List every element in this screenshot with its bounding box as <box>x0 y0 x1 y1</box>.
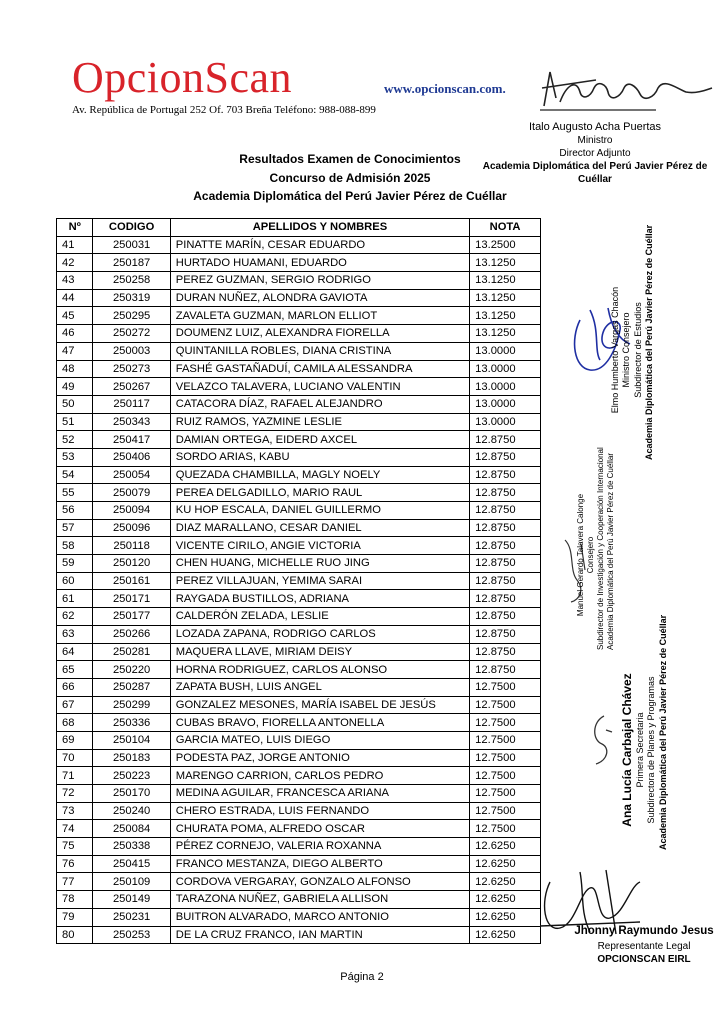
row-name: PEREZ GUZMAN, SERGIO RODRIGO <box>170 272 469 290</box>
row-number: 52 <box>57 431 93 449</box>
table-row <box>57 590 541 608</box>
signatory-rank: Ministro <box>577 135 613 147</box>
row-code: 250336 <box>93 714 170 732</box>
row-code: 250266 <box>93 625 170 643</box>
row-number: 57 <box>57 519 93 537</box>
row-number: 79 <box>57 908 93 926</box>
row-code: 250109 <box>93 873 170 891</box>
row-score: 12.7500 <box>470 749 541 767</box>
row-code: 250299 <box>93 696 170 714</box>
row-score: 13.0000 <box>470 395 541 413</box>
table-row <box>57 908 541 926</box>
row-score: 12.7500 <box>470 820 541 838</box>
signatory-rank: Primera Secretaria <box>635 712 645 788</box>
row-code: 250187 <box>93 254 170 272</box>
table-row <box>57 678 541 696</box>
row-score: 13.1250 <box>470 272 541 290</box>
row-score: 12.7500 <box>470 802 541 820</box>
table-row <box>57 342 541 360</box>
table-row <box>57 537 541 555</box>
row-name: CHERO ESTRADA, LUIS FERNANDO <box>170 802 469 820</box>
signatory-institution: Academia Diplomática del Perú Javier Pérez de Cuéllar <box>482 161 708 186</box>
row-name: HURTADO HUAMANI, EDUARDO <box>170 254 469 272</box>
row-code: 250118 <box>93 537 170 555</box>
row-name: HORNA RODRIGUEZ, CARLOS ALONSO <box>170 661 469 679</box>
row-name: PEREZ VILLAJUAN, YEMIMA SARAI <box>170 572 469 590</box>
signatory-side-1 <box>610 224 655 460</box>
row-score: 12.7500 <box>470 785 541 803</box>
row-number: 41 <box>57 236 93 254</box>
row-name: PEREA DELGADILLO, MARIO RAUL <box>170 484 469 502</box>
row-number: 76 <box>57 855 93 873</box>
row-code: 250406 <box>93 448 170 466</box>
row-score: 13.1250 <box>470 289 541 307</box>
row-name: DOUMENZ LUIZ, ALEXANDRA FIORELLA <box>170 325 469 343</box>
row-name: CHEN HUANG, MICHELLE RUO JING <box>170 555 469 573</box>
row-code: 250104 <box>93 731 170 749</box>
row-number: 68 <box>57 714 93 732</box>
row-number: 59 <box>57 555 93 573</box>
table-row <box>57 378 541 396</box>
row-number: 71 <box>57 767 93 785</box>
row-score: 13.1250 <box>470 325 541 343</box>
row-score: 12.6250 <box>470 855 541 873</box>
row-code: 250161 <box>93 572 170 590</box>
row-name: PÉREZ CORNEJO, VALERIA ROXANNA <box>170 838 469 856</box>
row-name: ZAVALETA GUZMAN, MARLON ELLIOT <box>170 307 469 325</box>
header-code: CODIGO <box>93 219 170 237</box>
title-contest: Concurso de Admisión 2025 <box>269 170 431 185</box>
row-code: 250295 <box>93 307 170 325</box>
table-row <box>57 236 541 254</box>
row-name: DAMIAN ORTEGA, EIDERD AXCEL <box>170 431 469 449</box>
row-number: 50 <box>57 395 93 413</box>
row-code: 250220 <box>93 661 170 679</box>
row-code: 250223 <box>93 767 170 785</box>
row-code: 250258 <box>93 272 170 290</box>
row-name: CORDOVA VERGARAY, GONZALO ALFONSO <box>170 873 469 891</box>
row-score: 12.6250 <box>470 838 541 856</box>
row-code: 250003 <box>93 342 170 360</box>
row-score: 12.7500 <box>470 696 541 714</box>
row-name: BUITRON ALVARADO, MARCO ANTONIO <box>170 908 469 926</box>
row-code: 250253 <box>93 926 170 944</box>
row-code: 250149 <box>93 891 170 909</box>
row-code: 250338 <box>93 838 170 856</box>
table-row <box>57 502 541 520</box>
website-link[interactable]: www.opcionscan.com. <box>384 81 506 96</box>
row-name: DIAZ MARALLANO, CESAR DANIEL <box>170 519 469 537</box>
row-name: CHURATA POMA, ALFREDO OSCAR <box>170 820 469 838</box>
row-number: 49 <box>57 378 93 396</box>
row-score: 12.8750 <box>470 661 541 679</box>
signatory-role: Subdirector de Estudios <box>632 302 643 398</box>
title-institution: Academia Diplomática del Perú Javier Pérez de Cuéllar <box>193 189 507 204</box>
table-row <box>57 325 541 343</box>
signatory-side-3 <box>620 614 669 850</box>
row-name: RAYGADA BUSTILLOS, ADRIANA <box>170 590 469 608</box>
row-code: 250273 <box>93 360 170 378</box>
row-name: KU HOP ESCALA, DANIEL GUILLERMO <box>170 502 469 520</box>
table-row <box>57 625 541 643</box>
table-row <box>57 802 541 820</box>
row-name: GONZALEZ MESONES, MARÍA ISABEL DE JESÚS <box>170 696 469 714</box>
row-number: 67 <box>57 696 93 714</box>
row-number: 48 <box>57 360 93 378</box>
signatory-name-text: Ana Lucía Carbajal Chávez <box>620 673 634 827</box>
signatory-name: Elmo Humberto Vargas Chacón <box>610 286 620 414</box>
row-number: 73 <box>57 802 93 820</box>
row-code: 250117 <box>93 395 170 413</box>
row-name: QUINTANILLA ROBLES, DIANA CRISTINA <box>170 342 469 360</box>
row-number: 74 <box>57 820 93 838</box>
row-score: 13.2500 <box>470 236 541 254</box>
row-name: MARENGO CARRION, CARLOS PEDRO <box>170 767 469 785</box>
table-row <box>57 891 541 909</box>
row-code: 250170 <box>93 785 170 803</box>
row-score: 12.8750 <box>470 466 541 484</box>
representative-company: OPCIONSCAN EIRL <box>597 954 691 966</box>
table-row <box>57 855 541 873</box>
table-row <box>57 696 541 714</box>
row-name: TARAZONA NUÑEZ, GABRIELA ALLISON <box>170 891 469 909</box>
row-code: 250120 <box>93 555 170 573</box>
row-number: 58 <box>57 537 93 555</box>
row-code: 250287 <box>93 678 170 696</box>
row-number: 53 <box>57 448 93 466</box>
table-row <box>57 466 541 484</box>
company-address: Av. República de Portugal 252 Of. 703 Breña Teléfono: 988-088-899 <box>72 104 376 116</box>
row-number: 46 <box>57 325 93 343</box>
title-exam: Resultados Examen de Conocimientos <box>239 152 461 166</box>
row-score: 12.8750 <box>470 572 541 590</box>
row-code: 250079 <box>93 484 170 502</box>
signatory-institution: Academia Diplomática del Perú Javier Pérez de Cuéllar <box>657 614 668 850</box>
signatory-rank: Ministro Consejero <box>621 312 632 388</box>
signature-carbajal-chavez <box>586 710 616 770</box>
signatory-rank: Consejero <box>586 536 595 574</box>
table-row <box>57 785 541 803</box>
row-name: SORDO ARIAS, KABU <box>170 448 469 466</box>
row-code: 250084 <box>93 820 170 838</box>
row-name: VELAZCO TALAVERA, LUCIANO VALENTIN <box>170 378 469 396</box>
row-score: 12.8750 <box>470 484 541 502</box>
table-row <box>57 272 541 290</box>
table-row <box>57 555 541 573</box>
row-name: CUBAS BRAVO, FIORELLA ANTONELLA <box>170 714 469 732</box>
row-score: 12.7500 <box>470 714 541 732</box>
row-code: 250096 <box>93 519 170 537</box>
signatory-side-2 <box>576 447 616 650</box>
table-row <box>57 873 541 891</box>
row-code: 250094 <box>93 502 170 520</box>
signatory-role: Director Adjunto <box>559 148 631 160</box>
row-score: 13.0000 <box>470 413 541 431</box>
row-name: DE LA CRUZ FRANCO, IAN MARTIN <box>170 926 469 944</box>
row-number: 75 <box>57 838 93 856</box>
signatory-name: Manuel Gerardo Talavera Calonge <box>576 493 585 617</box>
table-row <box>57 289 541 307</box>
row-number: 70 <box>57 749 93 767</box>
table-header-row <box>57 219 541 237</box>
row-score: 12.8750 <box>470 643 541 661</box>
row-code: 250177 <box>93 608 170 626</box>
row-code: 250281 <box>93 643 170 661</box>
row-code: 250343 <box>93 413 170 431</box>
signatory-name: Italo Augusto Acha Puertas <box>528 121 662 133</box>
row-number: 61 <box>57 590 93 608</box>
table-row <box>57 643 541 661</box>
signatory-role: Subdirectora de Planes y Programas <box>646 676 657 824</box>
row-name: FRANCO MESTANZA, DIEGO ALBERTO <box>170 855 469 873</box>
row-name: QUEZADA CHAMBILLA, MAGLY NOELY <box>170 466 469 484</box>
row-number: 62 <box>57 608 93 626</box>
row-name: MAQUERA LLAVE, MIRIAM DEISY <box>170 643 469 661</box>
row-number: 78 <box>57 891 93 909</box>
row-code: 250231 <box>93 908 170 926</box>
row-score: 13.0000 <box>470 360 541 378</box>
representative-title: Representante Legal <box>597 940 691 952</box>
row-code: 250319 <box>93 289 170 307</box>
row-number: 69 <box>57 731 93 749</box>
row-score: 13.0000 <box>470 378 541 396</box>
row-score: 12.8750 <box>470 502 541 520</box>
table-row <box>57 820 541 838</box>
row-number: 56 <box>57 502 93 520</box>
row-name: RUIZ RAMOS, YAZMINE LESLIE <box>170 413 469 431</box>
row-number: 55 <box>57 484 93 502</box>
signature-acha-puertas <box>536 58 716 118</box>
row-name: CATACORA DÍAZ, RAFAEL ALEJANDRO <box>170 395 469 413</box>
signatory-role: Subdirector de Investigación y Cooperación Internacional <box>596 447 605 650</box>
table-row <box>57 519 541 537</box>
row-score: 13.1250 <box>470 307 541 325</box>
row-number: 65 <box>57 661 93 679</box>
table-row <box>57 838 541 856</box>
row-name: DURAN NUÑEZ, ALONDRA GAVIOTA <box>170 289 469 307</box>
header-name: APELLIDOS Y NOMBRES <box>170 219 469 237</box>
row-score: 12.7500 <box>470 767 541 785</box>
row-code: 250417 <box>93 431 170 449</box>
row-name: PODESTA PAZ, JORGE ANTONIO <box>170 749 469 767</box>
page-number: Página 2 <box>340 971 384 983</box>
header-score: NOTA <box>470 219 541 237</box>
row-score: 12.8750 <box>470 625 541 643</box>
table-row <box>57 395 541 413</box>
row-score: 12.6250 <box>470 926 541 944</box>
row-number: 66 <box>57 678 93 696</box>
row-score: 12.8750 <box>470 555 541 573</box>
row-name: ZAPATA BUSH, LUIS ANGEL <box>170 678 469 696</box>
representative-name: Jhonny Raymundo Jesus <box>574 925 714 937</box>
signatory-institution: Academia Diplomática del Perú Javier Pérez de Cuéllar <box>606 453 615 650</box>
signatory-name <box>620 650 635 850</box>
row-number: 51 <box>57 413 93 431</box>
header-number: Nº <box>57 219 93 237</box>
table-row <box>57 448 541 466</box>
table-row <box>57 413 541 431</box>
row-score: 12.8750 <box>470 537 541 555</box>
row-score: 13.1250 <box>470 254 541 272</box>
row-score: 12.6250 <box>470 873 541 891</box>
row-name: LOZADA ZAPANA, RODRIGO CARLOS <box>170 625 469 643</box>
row-code: 250054 <box>93 466 170 484</box>
table-row <box>57 661 541 679</box>
row-number: 60 <box>57 572 93 590</box>
row-number: 45 <box>57 307 93 325</box>
results-table <box>56 218 541 944</box>
row-number: 44 <box>57 289 93 307</box>
row-number: 42 <box>57 254 93 272</box>
table-row <box>57 254 541 272</box>
row-score: 12.6250 <box>470 908 541 926</box>
table-row <box>57 360 541 378</box>
row-score: 12.8750 <box>470 590 541 608</box>
signatory-institution: Academia Diplomática del Perú Javier Pérez de Cuéllar <box>643 224 654 460</box>
table-row <box>57 572 541 590</box>
table-row <box>57 926 541 944</box>
table-row <box>57 431 541 449</box>
row-score: 12.8750 <box>470 608 541 626</box>
row-code: 250415 <box>93 855 170 873</box>
table-row <box>57 767 541 785</box>
row-code: 250031 <box>93 236 170 254</box>
table-row <box>57 749 541 767</box>
row-code: 250183 <box>93 749 170 767</box>
row-number: 80 <box>57 926 93 944</box>
row-code: 250267 <box>93 378 170 396</box>
row-score: 12.7500 <box>470 678 541 696</box>
row-number: 47 <box>57 342 93 360</box>
row-score: 12.8750 <box>470 519 541 537</box>
row-name: FASHÉ GASTAÑADUÍ, CAMILA ALESSANDRA <box>170 360 469 378</box>
row-name: CALDERÓN ZELADA, LESLIE <box>170 608 469 626</box>
table-row <box>57 608 541 626</box>
row-number: 77 <box>57 873 93 891</box>
row-number: 43 <box>57 272 93 290</box>
row-name: MEDINA AGUILAR, FRANCESCA ARIANA <box>170 785 469 803</box>
row-score: 12.6250 <box>470 891 541 909</box>
brand-logo: OpcionScan <box>72 53 293 102</box>
row-name: VICENTE CIRILO, ANGIE VICTORIA <box>170 537 469 555</box>
row-name: PINATTE MARÍN, CESAR EDUARDO <box>170 236 469 254</box>
row-code: 250240 <box>93 802 170 820</box>
row-number: 54 <box>57 466 93 484</box>
row-code: 250272 <box>93 325 170 343</box>
row-code: 250171 <box>93 590 170 608</box>
row-name: GARCIA MATEO, LUIS DIEGO <box>170 731 469 749</box>
row-number: 72 <box>57 785 93 803</box>
row-number: 63 <box>57 625 93 643</box>
row-score: 13.0000 <box>470 342 541 360</box>
row-score: 12.7500 <box>470 731 541 749</box>
table-row <box>57 484 541 502</box>
row-score: 12.8750 <box>470 431 541 449</box>
representative-block <box>564 924 724 967</box>
table-row <box>57 731 541 749</box>
document-titles <box>180 150 520 206</box>
table-row <box>57 714 541 732</box>
table-row <box>57 307 541 325</box>
row-score: 12.8750 <box>470 448 541 466</box>
row-number: 64 <box>57 643 93 661</box>
